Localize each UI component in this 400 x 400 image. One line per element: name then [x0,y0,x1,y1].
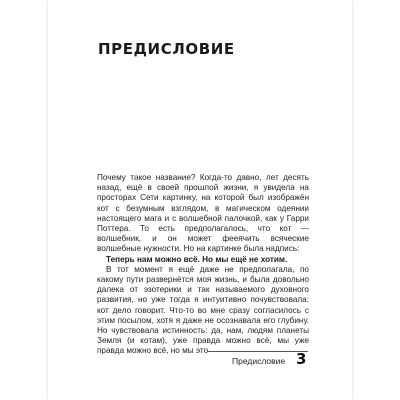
book-page [48,0,352,400]
paragraph-intro: Почему такое название? Когда-то давно, лет десять назад, ещё в своей прошлой жизни, я увидела на просторах Сети картинку, на которой был изображён кот с безумным взглядом, в магическом одеянии настоящего мага и с волшебной палочкой, как у Гарри Поттера. То есть предполагалось, что кот — волшебник, и он может фееячить всяческие волшебные нужности. Но на картинке была надпись: [97,173,309,254]
footer-rule [208,351,308,352]
running-footer-section: Предисловие [232,356,286,366]
chapter-title: ПРЕДИСЛОВИЕ [98,40,235,58]
paragraph-reflection: В тот момент я ещё даже не предполагала, по какому пути развернётся моя жизнь, и была довольно далека от эзотерики и так называемого духовного развития, но уже тогда я интуитивно почувствовала: кот дело говорит. Что-то во мне сразу согласилось с этим посылом, хотя я даже не осознавала его глубину. Но чувствовала истинность: да, нам, людям планеты Земля (и котам), уже правда можно всё, мы уже правда можно всё, но мы это [97,264,309,356]
page-number: 3 [296,350,307,368]
body-text [97,173,309,357]
paragraph-quote: Теперь нам можно всё. Но мы ещё не хотим. [106,254,288,264]
